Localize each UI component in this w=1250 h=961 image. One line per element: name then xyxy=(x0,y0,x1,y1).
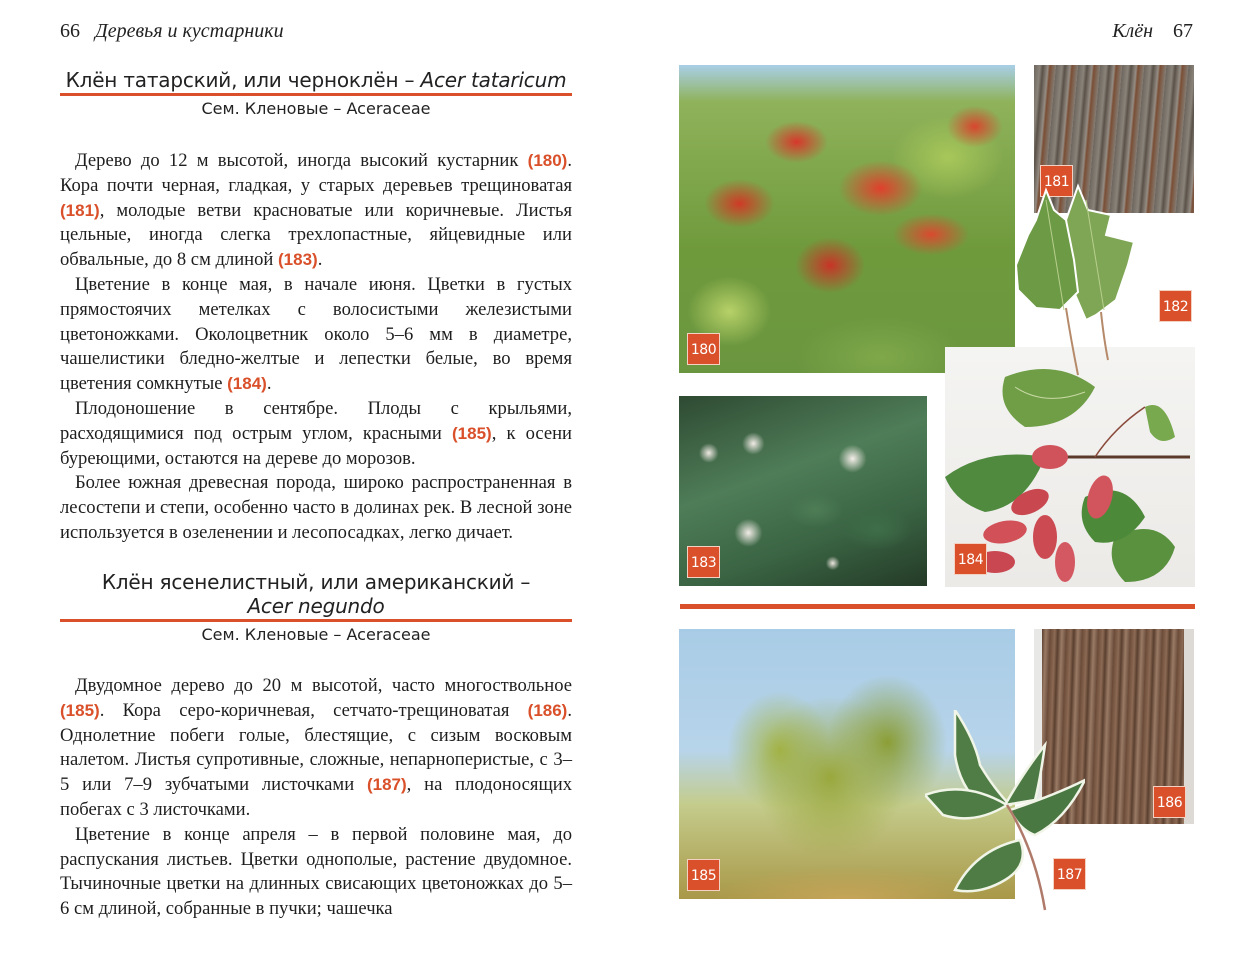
figure-label-187: 187 xyxy=(1053,858,1086,890)
species-entry-acer-tataricum xyxy=(60,68,572,546)
figure-label-180: 180 xyxy=(687,333,720,365)
page-number: 66 xyxy=(60,20,80,42)
paragraph: Двудомное дерево до 20 м высотой, часто многоствольное (185). Кора серо-коричневая, сетчато-трещиноватая (186). Однолетние побеги голые, блестящие, с сизым восковым налетом. Листья супротивные, сложные, непарноперистые, с 3–5 или 7–9 зубчатыми листочками (187), на плодоносящих побегах с 3 листочками. xyxy=(60,675,573,820)
paragraph: Цветение в конце апреля – в первой половине мая, до распускания листьев. Цветки однополые, растение двудомное. Тычиночные цветки на длинных свисающих цветоножках до 5–6 см длиной, собранные в пучки; чашечка xyxy=(60,823,572,920)
figure-reference: (183) xyxy=(278,250,318,270)
species-title xyxy=(60,570,572,618)
section-divider xyxy=(680,604,1195,609)
family-name: Сем. Кленовые – Aceraceae xyxy=(201,625,431,644)
paragraph: Плодоношение в сентябре. Плоды с крыльями, расходящимися под острым углом, красными (185), к осени буреющими, остаются на дереве до морозов. xyxy=(60,397,572,469)
paragraph: Дерево до 12 м высотой, иногда высокий кустарник (180). Кора почти черная, гладкая, у старых деревьев трещиноватая (181), молодые ветви красноватые или коричневые. Листья цельные, иногда слегка трехлопастные, яйцевидные или обвальные, до 8 см длиной (183). xyxy=(60,150,572,271)
figure-label-182: 182 xyxy=(1159,290,1192,322)
species-name-ru: Клён татарский, или черноклён – xyxy=(65,68,415,92)
figure-reference: (185) xyxy=(60,700,100,720)
page-number: 67 xyxy=(1173,20,1193,42)
photo-184-fruits xyxy=(945,347,1195,587)
species-name-latin: Acer negundo xyxy=(247,594,385,618)
figure-label-185: 185 xyxy=(687,859,720,891)
figure-reference: (187) xyxy=(366,775,407,795)
section-title: Клён xyxy=(1112,20,1153,42)
title-underline xyxy=(60,619,572,622)
figure-label-184: 184 xyxy=(954,543,987,575)
running-head-right xyxy=(1112,20,1193,43)
species-description xyxy=(60,149,572,546)
species-name-latin: Acer tataricum xyxy=(420,68,567,92)
figure-reference: (184) xyxy=(227,374,267,394)
figure-label-186: 186 xyxy=(1153,786,1186,818)
photo-180-tatar-maple-shrub xyxy=(679,65,1015,373)
species-title xyxy=(60,68,572,92)
title-underline xyxy=(60,93,572,96)
species-name-ru: Клён ясенелистный, или американский – xyxy=(101,570,531,594)
figure-label-183: 183 xyxy=(687,546,720,578)
running-head-left xyxy=(60,20,284,43)
photo-183-flowers xyxy=(679,396,927,586)
species-entry-acer-negundo xyxy=(60,570,572,922)
photo-182-leaves xyxy=(1016,180,1158,380)
figure-label-181: 181 xyxy=(1040,165,1073,197)
section-title: Деревья и кустарники xyxy=(95,20,284,42)
family-name: Сем. Кленовые – Aceraceae xyxy=(201,99,431,118)
maple-leaves-icon xyxy=(1016,180,1158,380)
figure-reference: (181) xyxy=(60,200,100,220)
figure-reference: (185) xyxy=(452,423,492,443)
figure-reference: (186) xyxy=(527,700,568,720)
figure-reference: (180) xyxy=(527,151,568,170)
paragraph: Более южная древесная порода, широко распространенная в лесостепи и степи, особенно часто в долинах рек. В лесной зоне используется в озеленении и лесопосадках, легко дичает. xyxy=(60,472,572,543)
paragraph: Цветение в конце мая, в начале июня. Цветки в густых прямостоячих метелках с волосистыми железистыми цветоножками. Околоцветник около 5–6 мм в диаметре, чашелистики бледно-желтые и лепестки белые, во время цветения сомкнутые (184). xyxy=(60,273,572,395)
species-description xyxy=(60,674,572,922)
